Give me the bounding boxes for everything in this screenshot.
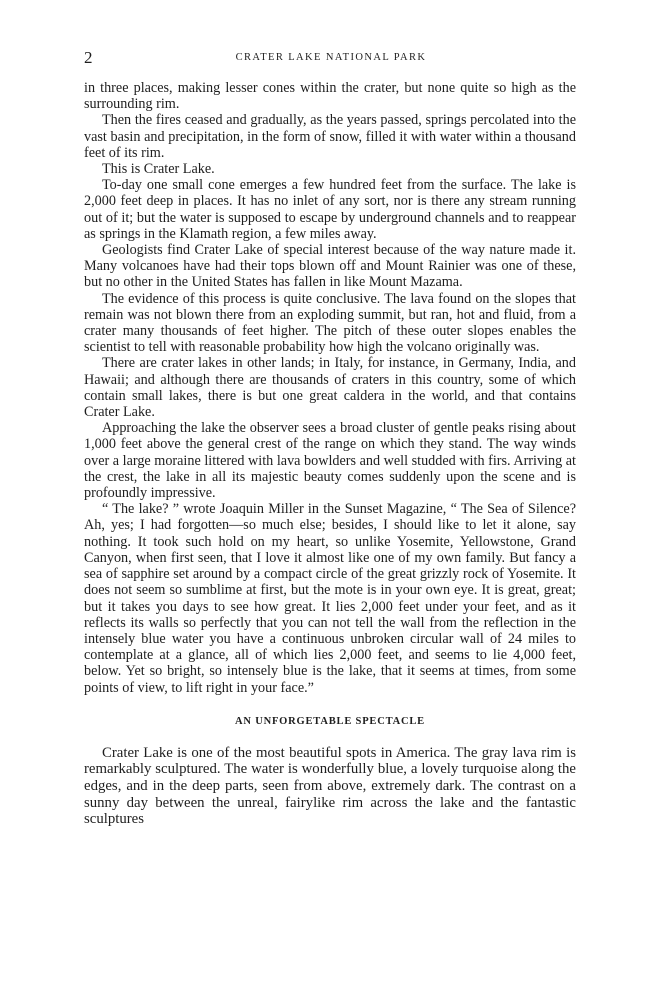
body-text xyxy=(84,80,576,828)
paragraph: Then the fires ceased and gradually, as the years passed, springs percolated into the vast basin and precipitation, in the form of snow, filled it with water within a thousand feet of its rim. xyxy=(84,112,576,161)
running-title: CRATER LAKE NATIONAL PARK xyxy=(235,52,427,63)
paragraph: Crater Lake is one of the most beautiful spots in America. The gray lava rim is remarkably sculptured. The water is wonderfully blue, a lovely turquoise along the edges, and in the deep parts, seen from above, extremely dark. The contrast on a sunny day between the unreal, fairylike rim across the lake and the fantastic sculptures xyxy=(84,744,576,828)
page-number: 2 xyxy=(84,48,93,67)
quotation-paragraph: “ The lake? ” wrote Joaquin Miller in the Sunset Magazine, “ The Sea of Silence? Ah, yes; I had forgotten—so much else; besides, I should like to let it alone, say nothing. It took such hold on my heart, so unlike Yosemite, Yellowstone, Grand Canyon, when first seen, that I love it almost like one of my own family. But fancy a sea of sapphire set around by a compact circle of the great grizzly rock of Yosemite. It does not seem so sumblime at first, but the mote is in your own eye. It is great, great; but it takes you days to see how great. It lies 2,000 feet under your feet, and as it reflects its walls so perfectly that you can not tell the wall from the reflection in the intensely blue water you have a continuous unbroken circular wall of 24 miles to contemplate at a glance, all of which lies 2,000 feet, and seems to lie 4,000 feet, below. Yet so bright, so intensely blue is the lake, that it seems at times, from some points of view, to lift right in your face.” xyxy=(84,501,576,696)
paragraph: in three places, making lesser cones within the crater, but none quite so high as the surrounding rim. xyxy=(84,80,576,113)
paragraph: There are crater lakes in other lands; in Italy, for instance, in Germany, India, and Hawaii; and although there are thousands of craters in this country, some of which contain small lakes, there is but one great caldera in the world, and that contains Crater Lake. xyxy=(84,355,576,421)
paragraph: The evidence of this process is quite conclusive. The lava found on the slopes that remain was not blown there from an exploding summit, but ran, hot and fluid, from a crater many thousands of feet higher. The pitch of these outer slopes enables the scientist to tell with reasonable probability how high the volcano originally was. xyxy=(84,290,576,356)
paragraph: This is Crater Lake. xyxy=(102,161,215,178)
section-heading: AN UNFORGETABLE SPECTACLE xyxy=(235,715,425,727)
paragraph: Approaching the lake the observer sees a broad cluster of gentle peaks rising about 1,000 feet above the general crest of the range on which they stand. The way winds over a large moraine littered with lava bowlders and well studded with firs. Arriving at the crest, the lake in all its majestic beauty comes suddenly upon the scene and is profoundly impressive. xyxy=(84,420,576,502)
paragraph: To-day one small cone emerges a few hundred feet from the surface. The lake is 2,000 feet deep in places. It has no inlet of any sort, nor is there any stream running out of it; but the water is supposed to escape by underground channels and to reappear as springs in the Klamath region, a few miles away. xyxy=(84,177,576,242)
paragraph: Geologists find Crater Lake of special interest because of the way nature made it. Many volcanoes have had their tops blown off and Mount Rainier was one of these, but no other in the United States has fallen in like Mount Mazama. xyxy=(84,242,576,291)
page-header xyxy=(84,50,578,70)
